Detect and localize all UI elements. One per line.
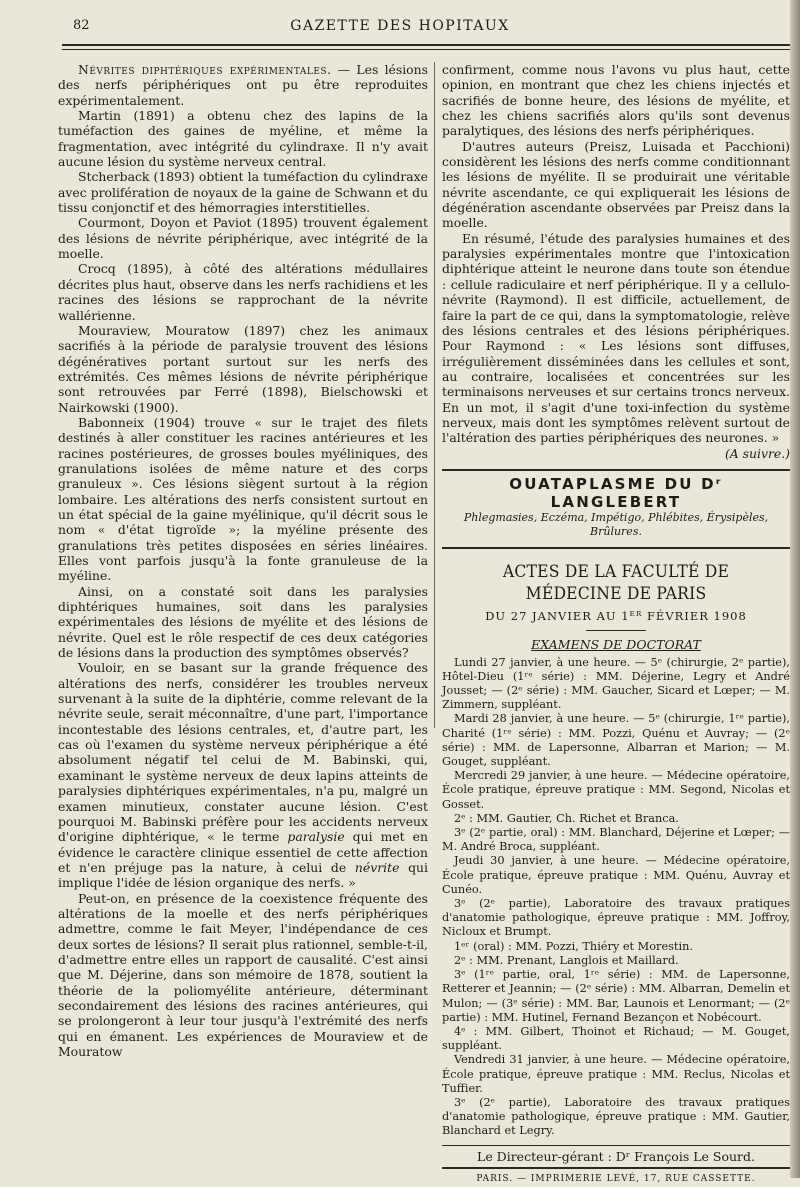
paragraph: Courmont, Doyon et Paviot (1895) trouvent également des lésions de névrite périphérique, avec intégrité de la moelle. xyxy=(58,215,428,262)
exam-entry: Lundi 27 janvier, à une heure. — 5ᵉ (chirurgie, 2ᵉ partie), Hôtel-Dieu (1ʳᵉ série) : MM. Déjerine, Legry et André Jousset; — (2ᵉ série) : MM. Gaucher, Sicard et Lœper; — M. Zimmern, suppléant. xyxy=(442,655,790,712)
imprint-line: PARIS. — IMPRIMERIE LEVÉ, 17, RUE CASSETTE. xyxy=(476,1173,756,1184)
advertisement-subtitle: Phlegmasies, Eczéma, Impétigo, Phlébites, Érysipèles, Brûlures. xyxy=(463,510,769,538)
exam-list xyxy=(442,656,790,1139)
exam-entry: Mercredi 29 janvier, à une heure. — Médecine opératoire, École pratique, épreuve pratique : MM. Segond, Nicolas et Gosset. xyxy=(442,769,790,811)
to-be-continued: (A suivre.) xyxy=(724,445,790,461)
left-column xyxy=(58,62,428,1059)
exam-entry: 3ᵉ (2ᵉ partie, oral) : MM. Blanchard, Déjerine et Lœper; — M. André Broca, suppléant. xyxy=(442,826,790,854)
column-divider xyxy=(434,62,435,728)
paragraph-text: — Les lésions des nerfs périphériques ont pu être reproduites expérimentalement. xyxy=(58,62,428,108)
paragraph: Peut-on, en présence de la coexistence fréquente des altérations de la moelle et des nerfs périphériques admettre, comme le fait Meyer, l'indépendance de ces deux sortes de lésions? Il serait plus rationnel, semble-t-il, d'admettre entre elles un rapport de causalité. C'est ainsi que M. Déjerine, dans son mémoire de 1878, soutient la théorie de la poliomyélite antérieure, déterminant secondairement des lésions des racines antérieures, qui se prolongeront à leur tour jusqu'à l'extrémité des nerfs qui en émanent. Les expériences de Mouraview et de Mouratow xyxy=(58,890,428,1059)
paragraph xyxy=(58,62,428,108)
paragraph: D'autres auteurs (Preisz, Luisada et Pacchioni) considèrent les lésions des nerfs comme conditionnant les lésions de myélite. Il se produirait une véritable névrite ascendante, ce qui expliquerait les lésions de dégénération ascendante observées par Preisz dans la moelle. xyxy=(442,138,790,231)
emphasis: névrite xyxy=(354,859,400,875)
header-rule-thin xyxy=(62,49,790,50)
paragraph: Martin (1891) a obtenu chez des lapins de la tuméfaction des gaines de myéline, et même la fragmentation, avec intégrité du cylindraxe. Il n'y avait aucune lésion du système nerveux central. xyxy=(58,108,428,170)
exam-entry: 4ᵉ : MM. Gilbert, Thoinot et Richaud; — M. Gouget, suppléant. xyxy=(442,1024,790,1053)
exam-entry: 3ᵉ (1ʳᵉ partie, oral, 1ʳᵉ série) : MM. de Lapersonne, Retterer et Jeannin; — (2ᵉ série) : MM. Albarran, Demelin et Mulon; — (3ᵉ série) : MM. Bar, Launois et Lenormant; — (2ᵉ partie) : MM. Hutinel, Fernand Bezançon et Nobécourt. xyxy=(442,968,790,1024)
exam-entry: 3ᵉ (2ᵉ partie), Laboratoire des travaux pratiques d'anatomie pathologique, épreuve pratique : MM. Joffroy, Nicloux et Brumpt. xyxy=(442,897,790,939)
paragraph xyxy=(58,660,428,890)
paragraph: En résumé, l'étude des paralysies humaines et des paralysies expérimentales montre que l'intoxication diphtérique atteint le neurone dans toute son étendue : cellule radiculaire et nerf périphérique. Il y a cellulo-névrite (Raymond). Il est difficile, actuellement, de faire la part de ce qui, dans la symptomatologie, relève des lésions centrales et des lésions périphériques. Pour Raymond : « Les lésions sont diffuses, irrégulièrement disséminées dans les cellules et sont, au contraire, localisées et concentrées sur les terminaisons nerveuses et sur certains troncs nerveux. En un mot, il s'agit d'une toxi-infection du système nerveux, mais dont les symptômes relèvent surtout de l'altération des parties périphériques des neurones. » xyxy=(442,230,790,446)
paragraph: Mouraview, Mouratow (1897) chez les animaux sacrifiés à la période de paralysie trouvent des lésions dégénératives portant surtout sur les nerfs des extrémités. Ces mêmes lésions de névrite périphérique sont retrouvées par Ferré (1898), Bielschowski et Nairkowski (1900). xyxy=(58,322,428,415)
short-rule xyxy=(586,630,646,631)
footer-rule xyxy=(442,1145,790,1146)
header-rule xyxy=(62,44,790,46)
paragraph: Babonneix (1904) trouve « sur le trajet des filets destinés à aller constituer les racines antérieures et les racines postérieures, de grosses boules myéliniques, des granulations isolées de même nature et des corps granuleux ». Ces lésions siègent surtout à la région lombaire. Les altérations des nerfs consistent surtout en un état spécial de la gaine myélinique, qu'il décrit sous le nom « d'état tigroïde »; la myéline présente des granulations très petites disposées en séries linéaires. Elles vont parfois jusqu'à la fonte granuleuse de la myéline. xyxy=(58,414,428,584)
paragraph: Stcherback (1893) obtient la tuméfaction du cylindraxe avec prolifération de noyaux de la gaine de Schwann et du tissu conjonctif et des hémorragies interstitielles. xyxy=(58,169,428,216)
exam-entry: Jeudi 30 janvier, à une heure. — Médecine opératoire, École pratique, épreuve pratique : MM. Quénu, Auvray et Cunéo. xyxy=(442,854,790,896)
section-heading: Névrites diphtériques expérimentales. xyxy=(78,62,332,77)
page-number: 82 xyxy=(73,18,90,33)
running-title: GAZETTE DES HOPITAUX xyxy=(290,18,510,34)
paragraph: Ainsi, on a constaté soit dans les paralysies diphtériques humaines, soit dans les paralysies expérimentales des lésions de myélite et des lésions de névrite. Quel est le rôle respectif de ces deux catégories de lésions dans la production des symptômes observés? xyxy=(58,583,428,661)
paragraph: Crocq (1895), à côté des altérations médullaires décrites plus haut, observe dans les nerfs rachidiens et les racines des lésions se rapprochant de la névrite wallérienne. xyxy=(58,261,428,323)
emphasis: paralysie xyxy=(287,829,345,845)
section-title: ACTES DE LA FACULTÉ DE MÉDECINE DE PARIS xyxy=(502,561,730,604)
section-dates: DU 27 JANVIER AU 1ᴱᴿ FÉVRIER 1908 xyxy=(485,608,747,623)
exam-entry: 1ᵉʳ (oral) : MM. Pozzi, Thiéry et Morestin. xyxy=(454,939,693,953)
paragraph-text: qui implique l'idée de lésion organique des nerfs. » xyxy=(58,859,428,891)
paragraph: confirment, comme nous l'avons vu plus haut, cette opinion, en montrant que chez les chiens injectés et sacrifiés de bonne heure, des lésions de myélite, et chez les chiens sacrifiés alors qu'ils sont devenus paralytiques, des lésions des nerfs périphériques. xyxy=(442,62,790,139)
exam-entry: 2ᵉ : MM. Prenant, Langlois et Maillard. xyxy=(454,953,679,967)
footer-rule-thick xyxy=(442,1167,790,1169)
exam-entry: Vendredi 31 janvier, à une heure. — Médecine opératoire, École pratique, épreuve pratique : MM. Reclus, Nicolas et Tuffier. xyxy=(442,1053,790,1095)
exam-entry: Mardi 28 janvier, à une heure. — 5ᵉ (chirurgie, 1ʳᵉ partie), Charité (1ʳᵉ série) : MM. Pozzi, Quénu et Auvray; — (2ᵉ série) : MM. de Lapersonne, Albarran et Marion; — M. Gouget, suppléant. xyxy=(442,712,790,769)
ad-rule xyxy=(442,547,790,549)
exam-heading: EXAMENS DE DOCTORAT xyxy=(531,637,701,653)
right-column xyxy=(442,62,790,1187)
page-edge-shadow xyxy=(790,0,800,1178)
paragraph-text: qui met en évidence le caractère clinique essentiel de cette affection et n'en préjuge pas la nature, à celui de xyxy=(58,829,428,875)
exam-entry: 3ᵉ (2ᵉ partie), Laboratoire des travaux pratiques d'anatomie pathologique, épreuve pratique : MM. Gautier, Blanchard et Legry. xyxy=(442,1095,790,1138)
ad-rule xyxy=(442,469,790,471)
advertisement-title: OUATAPLASME DU Dʳ LANGLEBERT xyxy=(509,474,723,511)
director-line: Le Directeur-gérant : Dʳ François Le Sourd. xyxy=(477,1148,755,1164)
paragraph-text: Vouloir, en se basant sur la grande fréquence des altérations des nerfs, considérer les troubles nerveux survenant à la suite de la diphtérie, comme relevant de la névrite seule, serait méconnaître, d'une part, l'importance incontestable des lésions centrales, et, d'autre part, les cas où l'examen du système nerveux périphérique a été absolument négatif tel celui de M. Babinski, qui, examinant le système nerveux de deux lapins atteints de paralysies diphtériques expérimentales, n'a pu, malgré un examen minutieux, constater aucune lésion. C'est pourquoi M. Babinski préfère pour les accidents nerveux d'origine diphtérique, « le terme xyxy=(58,660,428,845)
exam-entry: 2ᵉ : MM. Gautier, Ch. Richet et Branca. xyxy=(454,811,679,825)
